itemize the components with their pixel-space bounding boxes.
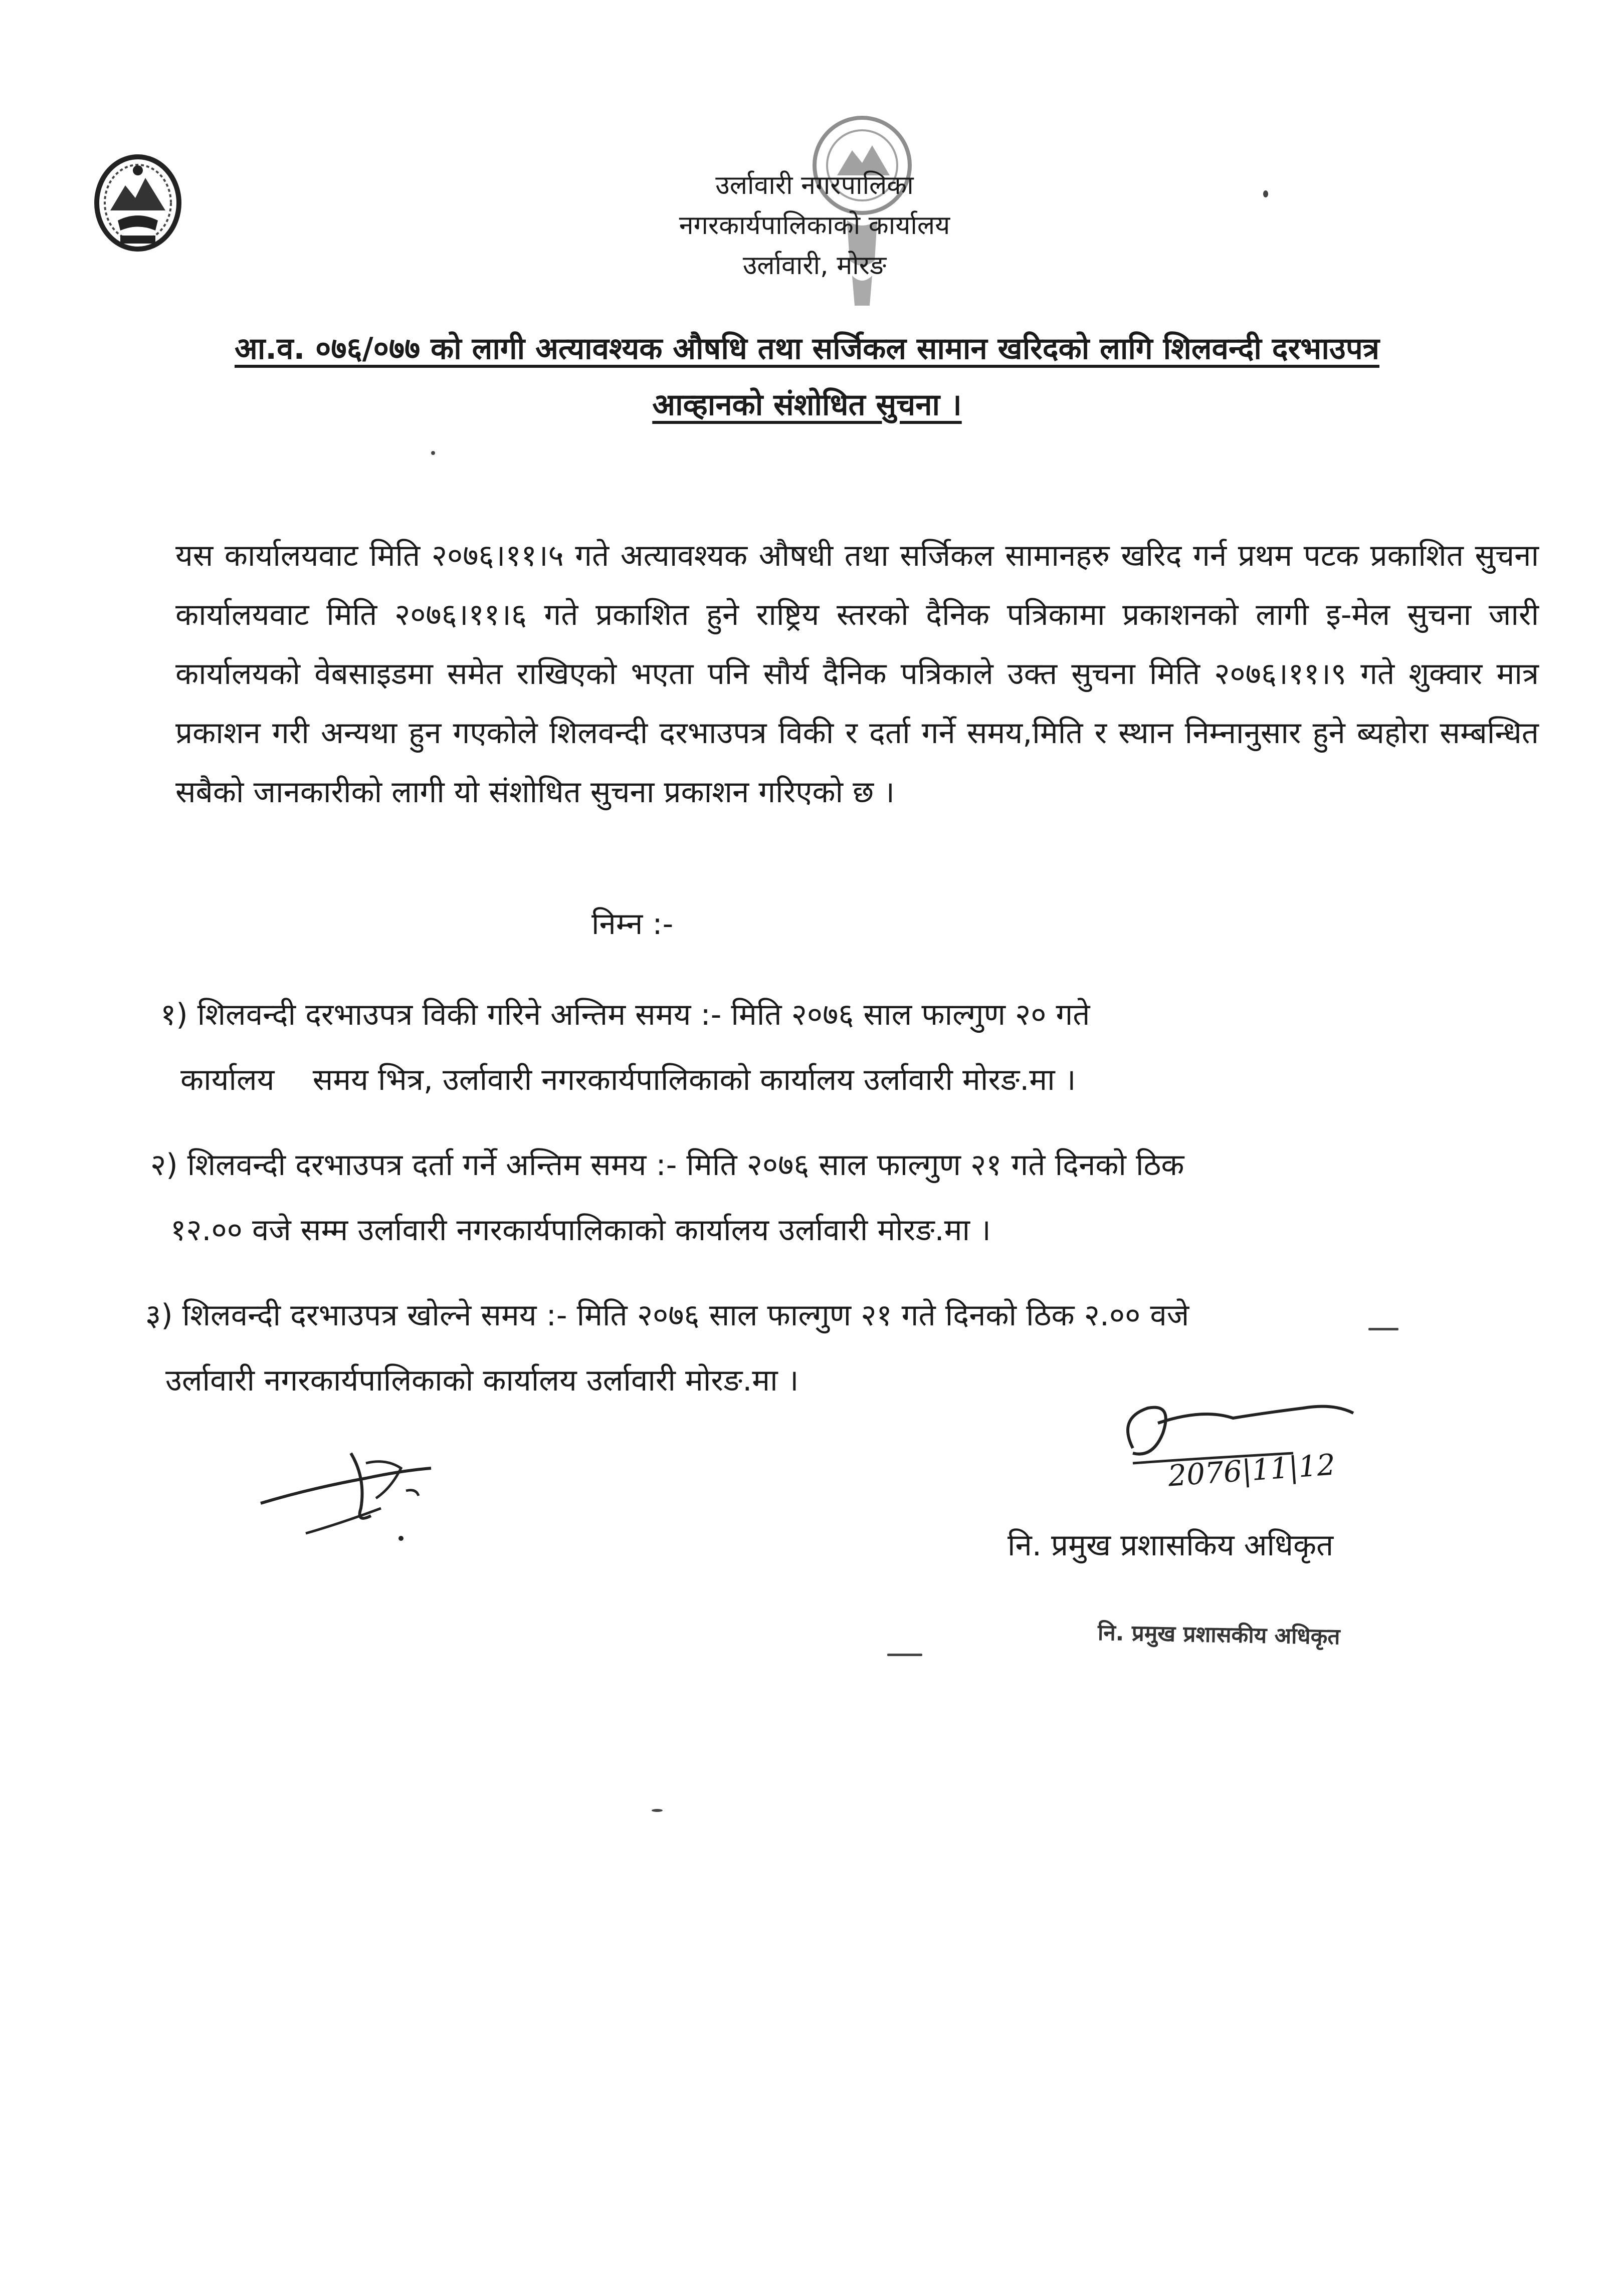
signature-date: 2076|11|12 [1167,1447,1337,1493]
body-paragraph: यस कार्यालयवाट मिति २०७६।११।५ गते अत्यावश्यक औषधी तथा सर्जिकल सामानहरु खरिद गर्न प्रथम पटक प्रकाशित सुचना कार्यालयवाट मिति २०७६।११।६ गते प्रकाशित हुने राष्ट्रिय स्तरको दैनिक पत्रिकामा प्रकाशनको लागी इ-मेल सुचना जारी कार्यालयको वेबसाइडमा समेत राखिएको भएता पनि सौर्य दैनिक पत्रिकाले उक्त सुचना मिति २०७६।११।९ गते शुक्वार मात्र प्रकाशन गरी अन्यथा हुन गएकोले शिलवन्दी दरभाउपत्र विकी र दर्ता गर्ने समय,मिति र स्थान निम्नानुसार हुने ब्यहोरा सम्बन्धित सबैको जानकारीको लागी यो संशोधित सुचना प्रकाशन गरिएको छ । [175,538,1539,810]
scan-speck [652,1809,663,1812]
notice-body [175,526,1539,822]
item-line: १) शिलवन्दी दरभाउपत्र विकी गरिने अन्तिम समय :- मिति २०७६ साल फाल्गुण २० गते [160,997,1090,1032]
item-line: उर्लावारी नगरकार्यपालिकाको कार्यालय उर्लावारी मोरङ.मा । [165,1363,799,1398]
office-location: उर्लावारी, मोरङ [742,251,887,281]
office-name: नगरकार्यपालिकाको कार्यालय [679,210,950,241]
subject-line-1: आ.व. ०७६/०७७ को लागी अत्यावश्यक औषधि तथा सर्जिकल सामान खरिदको लागि शिलवन्दी दरभाउपत्र [234,331,1379,366]
scan-speck [431,451,435,455]
item-line: ३) शिलवन्दी दरभाउपत्र खोल्ने समय :- मिति २०७६ साल फाल्गुण २१ गते दिनको ठिक २.०० वजे [145,1298,1189,1333]
municipality-name: उर्लावारी नगरपालिका [715,170,914,200]
item-line: २) शिलवन्दी दरभाउपत्र दर्ता गर्ने अन्तिम समय :- मिति २०७६ साल फाल्गुण २१ गते दिनको ठिक [150,1147,1184,1183]
list-item [150,1132,1554,1263]
list-item [160,982,1564,1112]
scan-speck [1368,1328,1398,1330]
item-line: १२.०० वजे सम्म उर्लावारी नगरकार्यपालिकाको कार्यालय उर्लावारी मोरङ.मा । [170,1213,991,1248]
handwritten-signature-left [251,1433,461,1553]
signatory-title: नि. प्रमुख प्रशासकिय अधिकृत [1008,1528,1334,1563]
subject-line-2: आव्हानको संशोधित सुचना । [652,387,962,422]
following-heading: निम्न :- [591,906,674,942]
office-header [501,165,1128,286]
scan-speck [1263,190,1268,197]
nepal-emblem-logo [90,150,185,256]
scan-speck [887,1654,922,1656]
handwritten-signature-right [1103,1388,1383,1513]
item-line: कार्यालय समय भित्र, उर्लावारी नगरकार्यपालिकाको कार्यालय उर्लावारी मोरङ.मा । [180,1062,1076,1097]
designation-stamp: नि. प्रमुख प्रशासकीय अधिकृत [1097,1620,1340,1650]
notice-subject [90,321,1524,433]
